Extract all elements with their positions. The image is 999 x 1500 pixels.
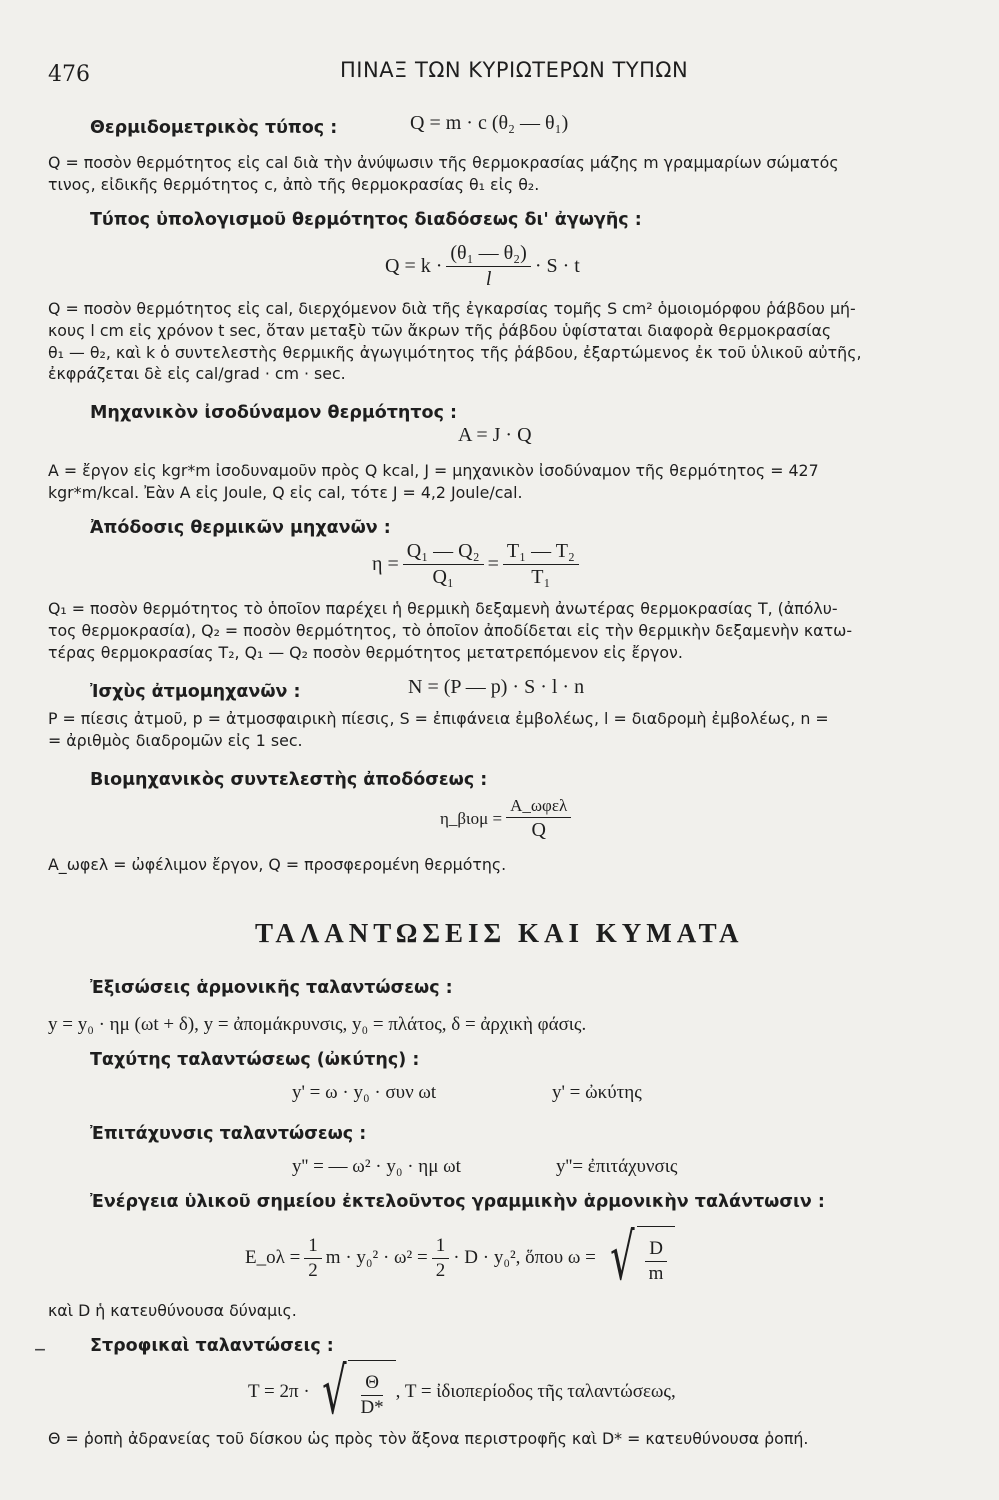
formula-part: · D · y₀², ὅπου ω = — [453, 1247, 596, 1268]
heading-harmonic: Ἐξισώσεις ἁρμονικῆς ταλαντώσεως : — [90, 978, 453, 998]
desc-industrial — [48, 854, 506, 876]
fraction-numerator: (θ₁ — θ₂) — [446, 242, 530, 267]
fraction-denominator: Q — [531, 819, 546, 841]
formula-efficiency — [372, 540, 583, 589]
heading-conduction: Τύπος ὑπολογισμοῦ θερμότητος διαδόσεως δι' ἀγωγῆς : — [90, 210, 642, 230]
fraction-numerator: Q₁ — Q₂ — [403, 540, 484, 565]
fraction-numerator: A_ωφελ — [506, 796, 571, 818]
formula-part: T = 2π · — [248, 1381, 310, 1402]
fraction — [304, 1235, 322, 1282]
formula-part: Q = k · — [385, 255, 443, 277]
heading-mech-equivalent: Μηχανικὸν ἰσοδύναμον θερμότητος : — [90, 403, 458, 423]
fraction — [446, 242, 530, 291]
desc-line: τέρας θερμοκρασίας T₂, Q₁ — Q₂ ποσὸν θερμότητος μετατρεπόμενον εἰς ἔργον. — [48, 642, 683, 662]
fraction-numerator: 1 — [432, 1235, 450, 1259]
formula-velocity: y' = ω · y₀ · συν ωt — [292, 1082, 437, 1103]
formula-steam-power: N = (P — p) · S · l · n — [408, 676, 585, 698]
formula-conduction — [385, 242, 580, 291]
desc-line: τινος, εἰδικῆς θερμότητος c, ἀπὸ τῆς θερμοκρασίας θ₁ εἰς θ₂. — [48, 174, 540, 194]
heading-acceleration: Ἐπιτάχυνσις ταλαντώσεως : — [90, 1124, 367, 1144]
formula-part: , T = ἰδιοπερίοδος τῆς ταλαντώσεως, — [395, 1381, 676, 1402]
formula-part: m · y₀² · ω² = — [325, 1247, 428, 1268]
section-title: ΤΑΛΑΝΤΩΣΕΙΣ ΚΑΙ ΚΥΜΑΤΑ — [255, 918, 744, 948]
fraction-numerator: 1 — [304, 1235, 322, 1259]
fraction-numerator: T₁ — T₂ — [503, 540, 579, 565]
fraction — [503, 540, 579, 589]
desc-line: P = πίεσις ἀτμοῦ, p = ἀτμοσφαιρικὴ πίεσις, S = ἐπιφάνεια ἐμβολέως, l = διαδρομὴ ἐμβολέως, n = — [48, 709, 829, 728]
fraction-numerator: D — [645, 1238, 667, 1262]
desc-line: Q = ποσὸν θερμότητος εἰς cal, διερχόμενον διὰ τῆς ἐγκαρσίας τομῆς S cm² ὁμοιομόρφου ῥάβδου μή- — [48, 299, 856, 318]
heading-thermometric: Θερμιδομετρικὸς τύπος : — [90, 118, 338, 138]
desc-line: κους l cm εἰς χρόνον t sec, ὅταν μεταξὺ τῶν ἄκρων τῆς ῥάβδου ὑφίσταται διαφορὰ θερμοκρασίας — [48, 320, 832, 340]
radicand — [637, 1226, 676, 1290]
running-title: ΠΙΝΑΞ ΤΩΝ ΚΥΡΙΩΤΕΡΩΝ ΤΥΠΩΝ — [340, 58, 689, 82]
formula-part: η_βιομ = — [440, 809, 503, 828]
square-root — [602, 1221, 676, 1295]
desc-line: = ἀριθμὸς διαδρομῶν εἰς 1 sec. — [48, 730, 303, 750]
formula-part: E_ολ = — [245, 1247, 301, 1268]
desc-line: kgr*m/kcal. Ἐὰν A εἰς Joule, Q εἰς cal, τότε J = 4,2 Joule/cal. — [48, 482, 523, 502]
desc-line: Q₁ = ποσὸν θερμότητος τὸ ὁποῖον παρέχει ἡ θερμικὴ δεξαμενὴ ἀνωτέρας θερμοκρασίας T, (ἀπόλυ- — [48, 599, 838, 618]
heading-velocity: Ταχύτης ταλαντώσεως (ὠκύτης) : — [90, 1050, 420, 1070]
fraction-denominator: l — [485, 268, 492, 290]
formula-harmonic: y = y₀ · ημ (ωt + δ), y = ἀπομάκρυνσις, y₀ = πλάτος, δ = ἀρχικὴ φάσις. — [48, 1014, 587, 1035]
desc-line: θ₁ — θ₂, καὶ k ὁ συντελεστὴς θερμικῆς ἀγωγιμότητος τῆς ῥάβδου, ἐξαρτώμενος ἐκ τοῦ ὑλικοῦ αὐτῆς, — [48, 342, 862, 362]
formula-acceleration: y'' = — ω² · y₀ · ημ ωt — [292, 1156, 461, 1177]
fraction-denominator: Q₁ — [432, 566, 454, 588]
fraction-denominator: 2 — [435, 1259, 446, 1281]
margin-mark: – — [34, 1334, 46, 1362]
fraction — [506, 796, 571, 842]
desc-thermometric — [48, 152, 839, 196]
desc-line: ἐκφράζεται δὲ εἰς cal/grad · cm · sec. — [48, 364, 346, 384]
fraction — [645, 1238, 668, 1285]
page-number: 476 — [48, 62, 90, 87]
fraction-denominator: D* — [360, 1397, 384, 1418]
fraction-denominator: T₁ — [531, 566, 551, 588]
radical-sign: √ — [610, 1221, 635, 1295]
meaning-acceleration: y''= ἐπιτάχυνσις — [556, 1156, 678, 1177]
formula-part: · S · t — [534, 255, 580, 277]
fraction — [356, 1372, 387, 1419]
desc-mech-equivalent — [48, 460, 819, 504]
desc-steam-power — [48, 708, 829, 752]
heading-torsional: Στροφικαὶ ταλαντώσεις : — [90, 1336, 334, 1356]
desc-efficiency — [48, 598, 852, 663]
desc-line: Q = ποσὸν θερμότητος εἰς cal διὰ τὴν ἀνύψωσιν τῆς θερμοκρασίας μάζης m γραμμαρίων σώματός — [48, 153, 839, 172]
formula-torsional — [248, 1355, 676, 1429]
desc-line: A_ωφελ = ὠφέλιμον ἔργον, Q = προσφερομένη θερμότης. — [48, 855, 507, 874]
radical-sign: √ — [321, 1355, 347, 1429]
heading-steam-power: Ἰσχὺς ἀτμομηχανῶν : — [90, 682, 301, 702]
heading-efficiency: Ἀπόδοσις θερμικῶν μηχανῶν : — [90, 518, 391, 538]
square-root — [314, 1355, 396, 1429]
desc-energy: καὶ D ἡ κατευθύνουσα δύναμις. — [48, 1301, 297, 1320]
formula-energy — [245, 1221, 675, 1295]
desc-line: τος θερμοκρασία), Q₂ = ποσὸν θερμότητος, τὸ ὁποῖον ἀποδίδεται εἰς τὴν θερμικὴν δεξαμενὴν κατω- — [48, 620, 853, 640]
formula-thermometric: Q = m · c (θ₂ — θ₁) — [410, 112, 569, 134]
fraction-denominator: m — [648, 1263, 664, 1284]
fraction — [403, 540, 484, 589]
formula-industrial — [440, 796, 575, 842]
fraction-numerator: Θ — [361, 1372, 383, 1396]
meaning-velocity: y' = ὠκύτης — [552, 1082, 642, 1103]
desc-torsional: Θ = ῥοπὴ ἀδρανείας τοῦ δίσκου ὡς πρὸς τὸν ἄξονα περιστροφῆς καὶ D* = κατευθύνουσα ῥοπή. — [48, 1429, 809, 1448]
heading-energy: Ἐνέργεια ὑλικοῦ σημείου ἐκτελοῦντος γραμμικὴν ἁρμονικὴν ταλάντωσιν : — [90, 1192, 825, 1212]
desc-conduction — [48, 298, 862, 385]
fraction-denominator: 2 — [308, 1259, 318, 1281]
formula-part: = — [487, 553, 499, 575]
formula-part: η = — [372, 553, 399, 575]
formula-mech-equivalent: A = J · Q — [458, 424, 532, 446]
desc-line: A = ἔργον εἰς kgr*m ἰσοδυναμοῦν πρὸς Q kcal, J = μηχανικὸν ἰσοδύναμον τῆς θερμότητος = 427 — [48, 461, 819, 480]
radicand — [348, 1360, 395, 1424]
fraction — [432, 1235, 450, 1282]
heading-industrial: Βιομηχανικὸς συντελεστὴς ἀποδόσεως : — [90, 770, 488, 790]
